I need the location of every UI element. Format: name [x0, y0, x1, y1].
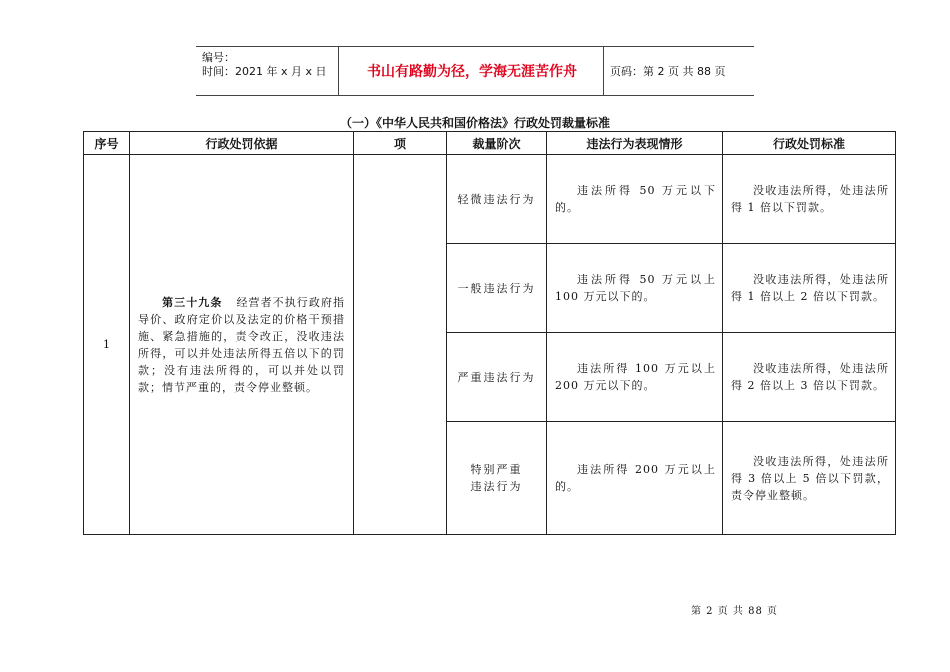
header-standard: 行政处罚标准 — [723, 132, 896, 155]
header-condition: 违法行为表现情形 — [547, 132, 723, 155]
page-footer: 第 2 页 共 88 页 — [691, 606, 778, 617]
condition-cell — [547, 422, 723, 535]
standard-text: 没收违法所得，处违法所得 2 倍以上 3 倍以下罚款。 — [731, 362, 889, 392]
standard-cell — [723, 244, 896, 333]
header-meta — [202, 51, 327, 79]
table-header-row — [84, 132, 896, 155]
standard-text: 没收违法所得，处违法所得 3 倍以上 5 倍以下罚款，责令停业整顿。 — [731, 454, 889, 502]
basis-text: 经营者不执行政府指导价、政府定价以及法定的价格干预措施、紧急措施的，责令改正，没收违法所得，可以并处违法所得五倍以下的罚款；没有违法所得的，可以并处以罚款；情节严重的，责令停业整顿。 — [138, 295, 346, 394]
level-cell — [447, 422, 547, 535]
header-level: 裁量阶次 — [447, 132, 547, 155]
standard-cell — [723, 422, 896, 535]
level-cell: 严重违法行为 — [447, 333, 547, 422]
header-seq: 序号 — [84, 132, 130, 155]
basis-article: 第三十九条 — [162, 295, 223, 309]
condition-text: 违法所得 50 万元以上 100 万元以下的。 — [555, 273, 716, 303]
motto: 书山有路勤为径，学海无涯苦作舟 — [367, 64, 577, 80]
condition-cell — [547, 333, 723, 422]
page-code: 页码：第 2 页 共 88 页 — [610, 65, 726, 78]
penalty-table — [83, 131, 896, 535]
header-divider-left — [338, 46, 339, 96]
standard-cell — [723, 333, 896, 422]
item-cell — [354, 155, 447, 535]
date-line: 时间：2021 年 x 月 x 日 — [202, 65, 327, 78]
level-text: 特别严重违法行为 — [470, 463, 523, 493]
condition-text: 违法所得 100 万元以上 200 万元以下的。 — [555, 362, 716, 392]
standard-text: 没收违法所得，处违法所得 1 倍以上 2 倍以下罚款。 — [731, 273, 889, 303]
condition-cell — [547, 244, 723, 333]
header-basis: 行政处罚依据 — [130, 132, 354, 155]
standard-text: 没收违法所得，处违法所得 1 倍以下罚款。 — [731, 184, 889, 214]
number-label: 编号： — [202, 51, 235, 64]
document-title: （一）《中华人民共和国价格法》行政处罚裁量标准 — [339, 116, 610, 130]
document-header — [196, 46, 754, 96]
seq-cell: 1 — [84, 155, 130, 535]
basis-cell — [130, 155, 354, 535]
header-divider-right — [603, 46, 604, 96]
header-item: 项 — [354, 132, 447, 155]
condition-text: 违法所得 200 万元以上的。 — [555, 463, 716, 493]
standard-cell — [723, 155, 896, 244]
condition-text: 违法所得 50 万元以下的。 — [555, 184, 716, 214]
condition-cell — [547, 155, 723, 244]
level-cell: 一般违法行为 — [447, 244, 547, 333]
table-row — [84, 155, 896, 244]
level-cell: 轻微违法行为 — [447, 155, 547, 244]
